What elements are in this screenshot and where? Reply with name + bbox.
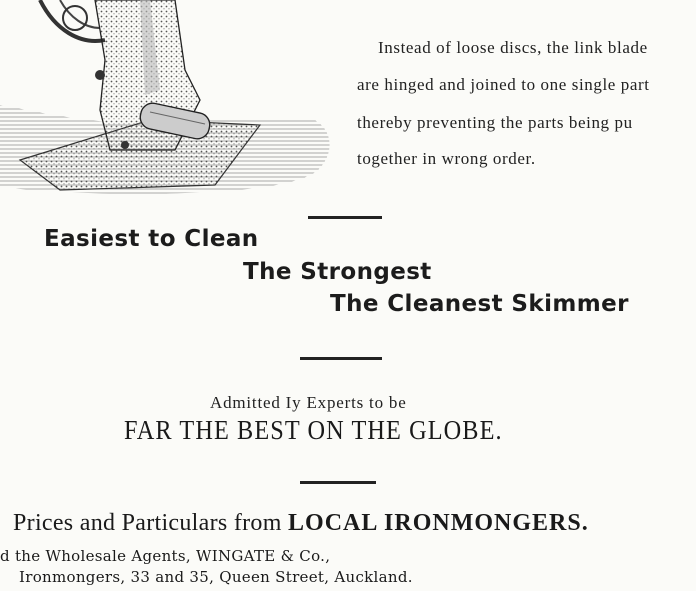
- divider-rule: [300, 481, 376, 484]
- separator-machine-illustration: [0, 0, 340, 200]
- description-line-3: thereby preventing the parts being pu: [357, 113, 633, 132]
- wholesale-agents-line: d the Wholesale Agents, WINGATE & Co.,: [0, 547, 331, 565]
- slogan-the-strongest: The Strongest: [243, 259, 432, 285]
- slogan-easiest-to-clean: Easiest to Clean: [44, 226, 259, 252]
- prices-line: [13, 510, 589, 537]
- slogan-cleanest-skimmer: The Cleanest Skimmer: [330, 291, 629, 317]
- divider-rule: [308, 216, 382, 219]
- description-line-2: are hinged and joined to one single part: [357, 75, 650, 94]
- admitted-by-experts-text: Admitted Iy Experts to be: [210, 393, 407, 412]
- far-the-best-headline: FAR THE BEST ON THE GLOBE.: [124, 415, 503, 445]
- agents-address-line: Ironmongers, 33 and 35, Queen Street, Auckland.: [19, 568, 413, 586]
- divider-rule: [300, 357, 382, 360]
- prices-prefix: Prices and Particulars from: [13, 510, 282, 536]
- description-line-4: together in wrong order.: [357, 149, 536, 168]
- local-ironmongers: LOCAL IRONMONGERS.: [288, 510, 589, 536]
- description-line-1: Instead of loose discs, the link blade: [378, 38, 648, 57]
